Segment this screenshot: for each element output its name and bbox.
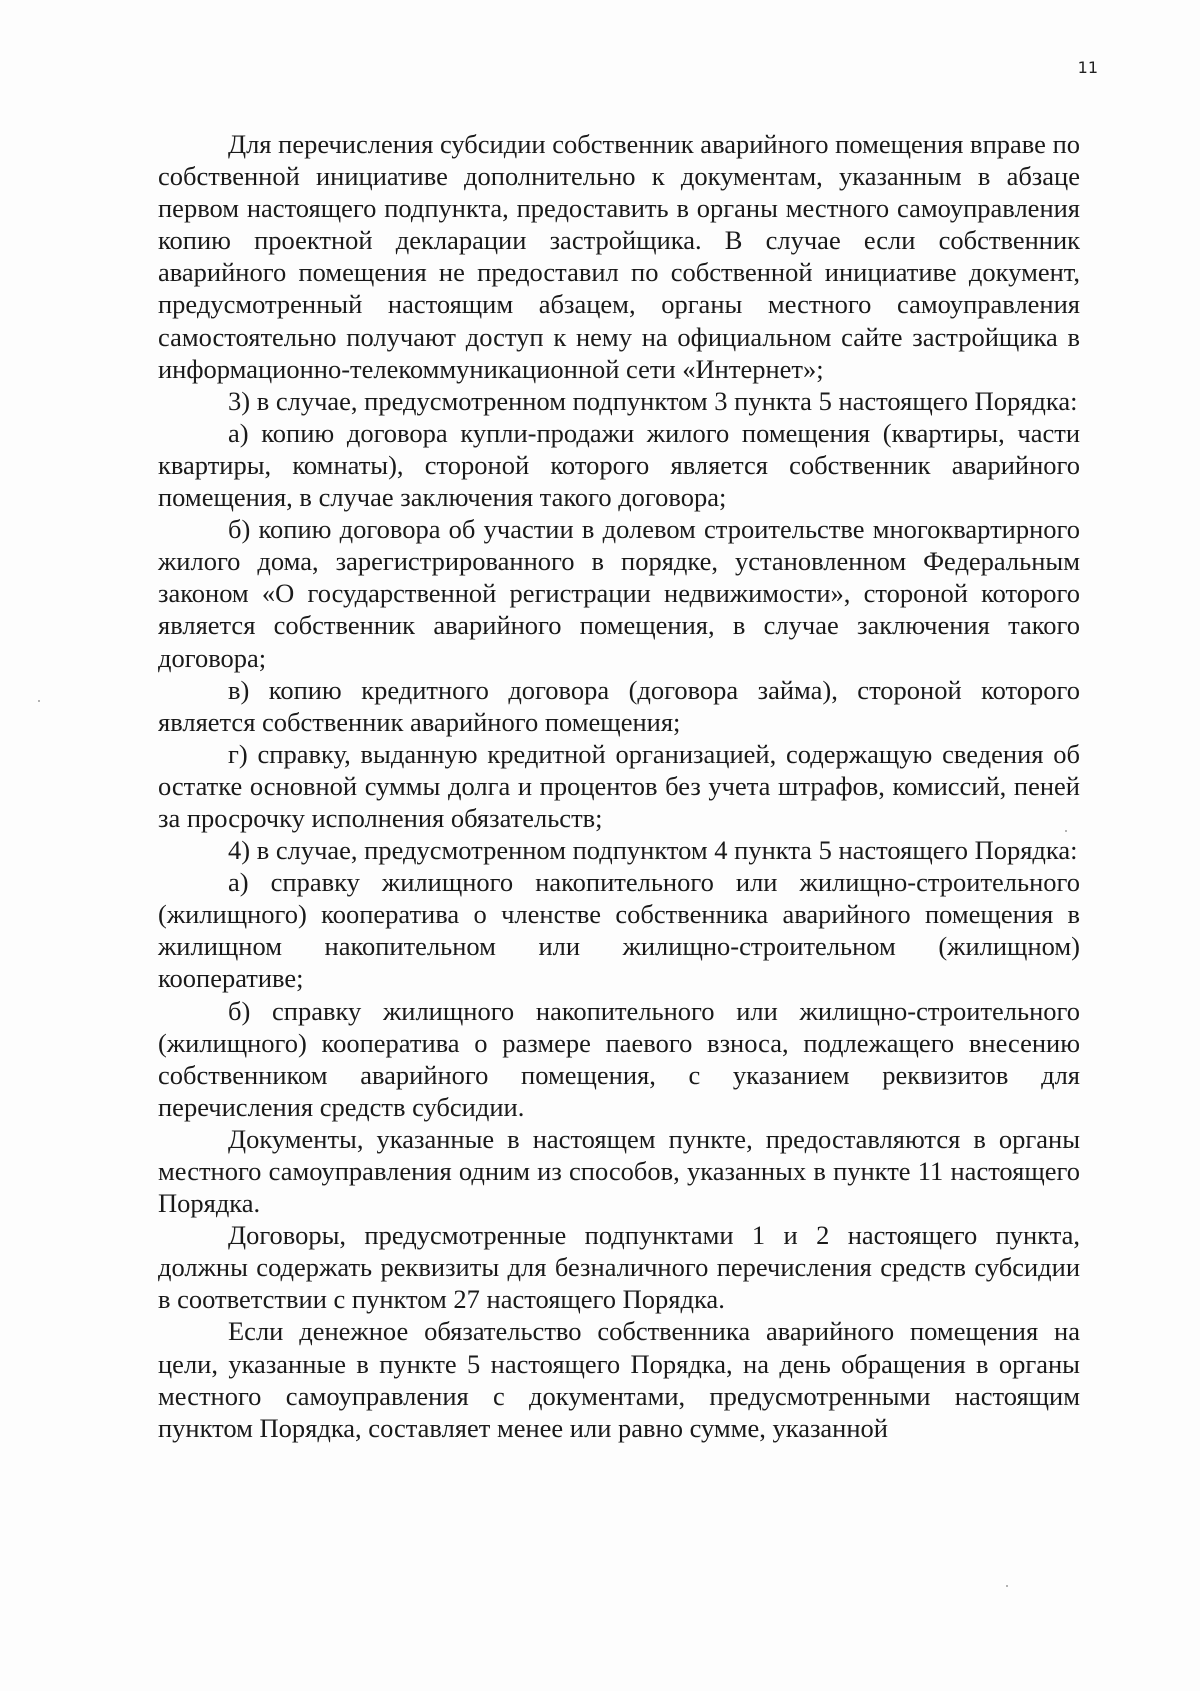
paragraph-3a-sale-contract: а) копию договора купли-продажи жилого помещения (квартиры, части квартиры, комнаты), стороной которого является собственник аварийного помещения, в случае заключения такого договора; — [158, 417, 1080, 513]
paragraph-submission-methods: Документы, указанные в настоящем пункте, предоставляются в органы местного самоуправления одним из способов, указанных в пункте 11 настоящего Порядка. — [158, 1123, 1080, 1219]
page-number: 11 — [1077, 58, 1098, 77]
paragraph-subitem-3: 3) в случае, предусмотренном подпунктом 3 пункта 5 настоящего Порядка: — [228, 385, 1078, 416]
paragraph-subitem-4: 4) в случае, предусмотренном подпунктом 4 пункта 5 настоящего Порядка: — [228, 835, 1078, 866]
paragraph-4b-share-contribution: б) справку жилищного накопительного или жилищно-строительного (жилищного) кооператива о размере паевого взноса, подлежащего внесению собственником аварийного помещения, с указанием реквизитов для перечисления средств субсидии. — [158, 995, 1080, 1122]
paragraph-3b-shared-construction: б) копию договора об участии в долевом строительстве многоквартирного жилого дома, зарегистрированного в порядке, установленном Федеральным законом «О государственной регистрации недвижимости», стороной которого является собственник аварийного помещения, в случае заключения такого договора; — [158, 514, 1080, 673]
scan-speck — [1065, 830, 1067, 832]
paragraph-project-declaration: Для перечисления субсидии собственник аварийного помещения вправе по собственной инициативе дополнительно к документам, указанным в абзаце первом настоящего подпункта, предоставить в органы местного самоуправления копию проектной декларации застройщика. В случае если собственник аварийного помещения не предоставил по собственной инициативе документ, предусмотренный настоящим абзацем, органы местного самоуправления самостоятельно получают доступ к нему на официальном сайте застройщика в информационно-телекоммуникационной сети «Интернет»; — [158, 129, 1080, 384]
paragraph-3v-credit-contract: в) копию кредитного договора (договора займа), стороной которого является собственник аварийного помещения; — [158, 674, 1080, 737]
paragraph-monetary-obligation: Если денежное обязательство собственника аварийного помещения на цели, указанные в пункте 5 настоящего Порядка, на день обращения в органы местного самоуправления с документами, предусмотренными настоящим пунктом Порядка, составляет менее или равно сумме, указанной — [158, 1316, 1080, 1443]
document-body — [158, 128, 1080, 1444]
paragraph-3g-bank-statement: г) справку, выданную кредитной организацией, содержащую сведения об остатке основной суммы долга и процентов без учета штрафов, комиссий, пеней за просрочку исполнения обязательств; — [158, 738, 1080, 833]
paragraph-contract-requisites: Договоры, предусмотренные подпунктами 1 и 2 настоящего пункта, должны содержать реквизиты для безналичного перечисления средств субсидии в соответствии с пунктом 27 настоящего Порядка. — [158, 1220, 1080, 1315]
scan-speck — [38, 700, 40, 702]
paragraph-4a-membership: а) справку жилищного накопительного или жилищно-строительного (жилищного) кооператива о членстве собственника аварийного помещения в жилищном накопительном или жилищно-строительном (жилищном) кооперативе; — [158, 867, 1080, 994]
scan-speck — [1006, 1585, 1008, 1587]
